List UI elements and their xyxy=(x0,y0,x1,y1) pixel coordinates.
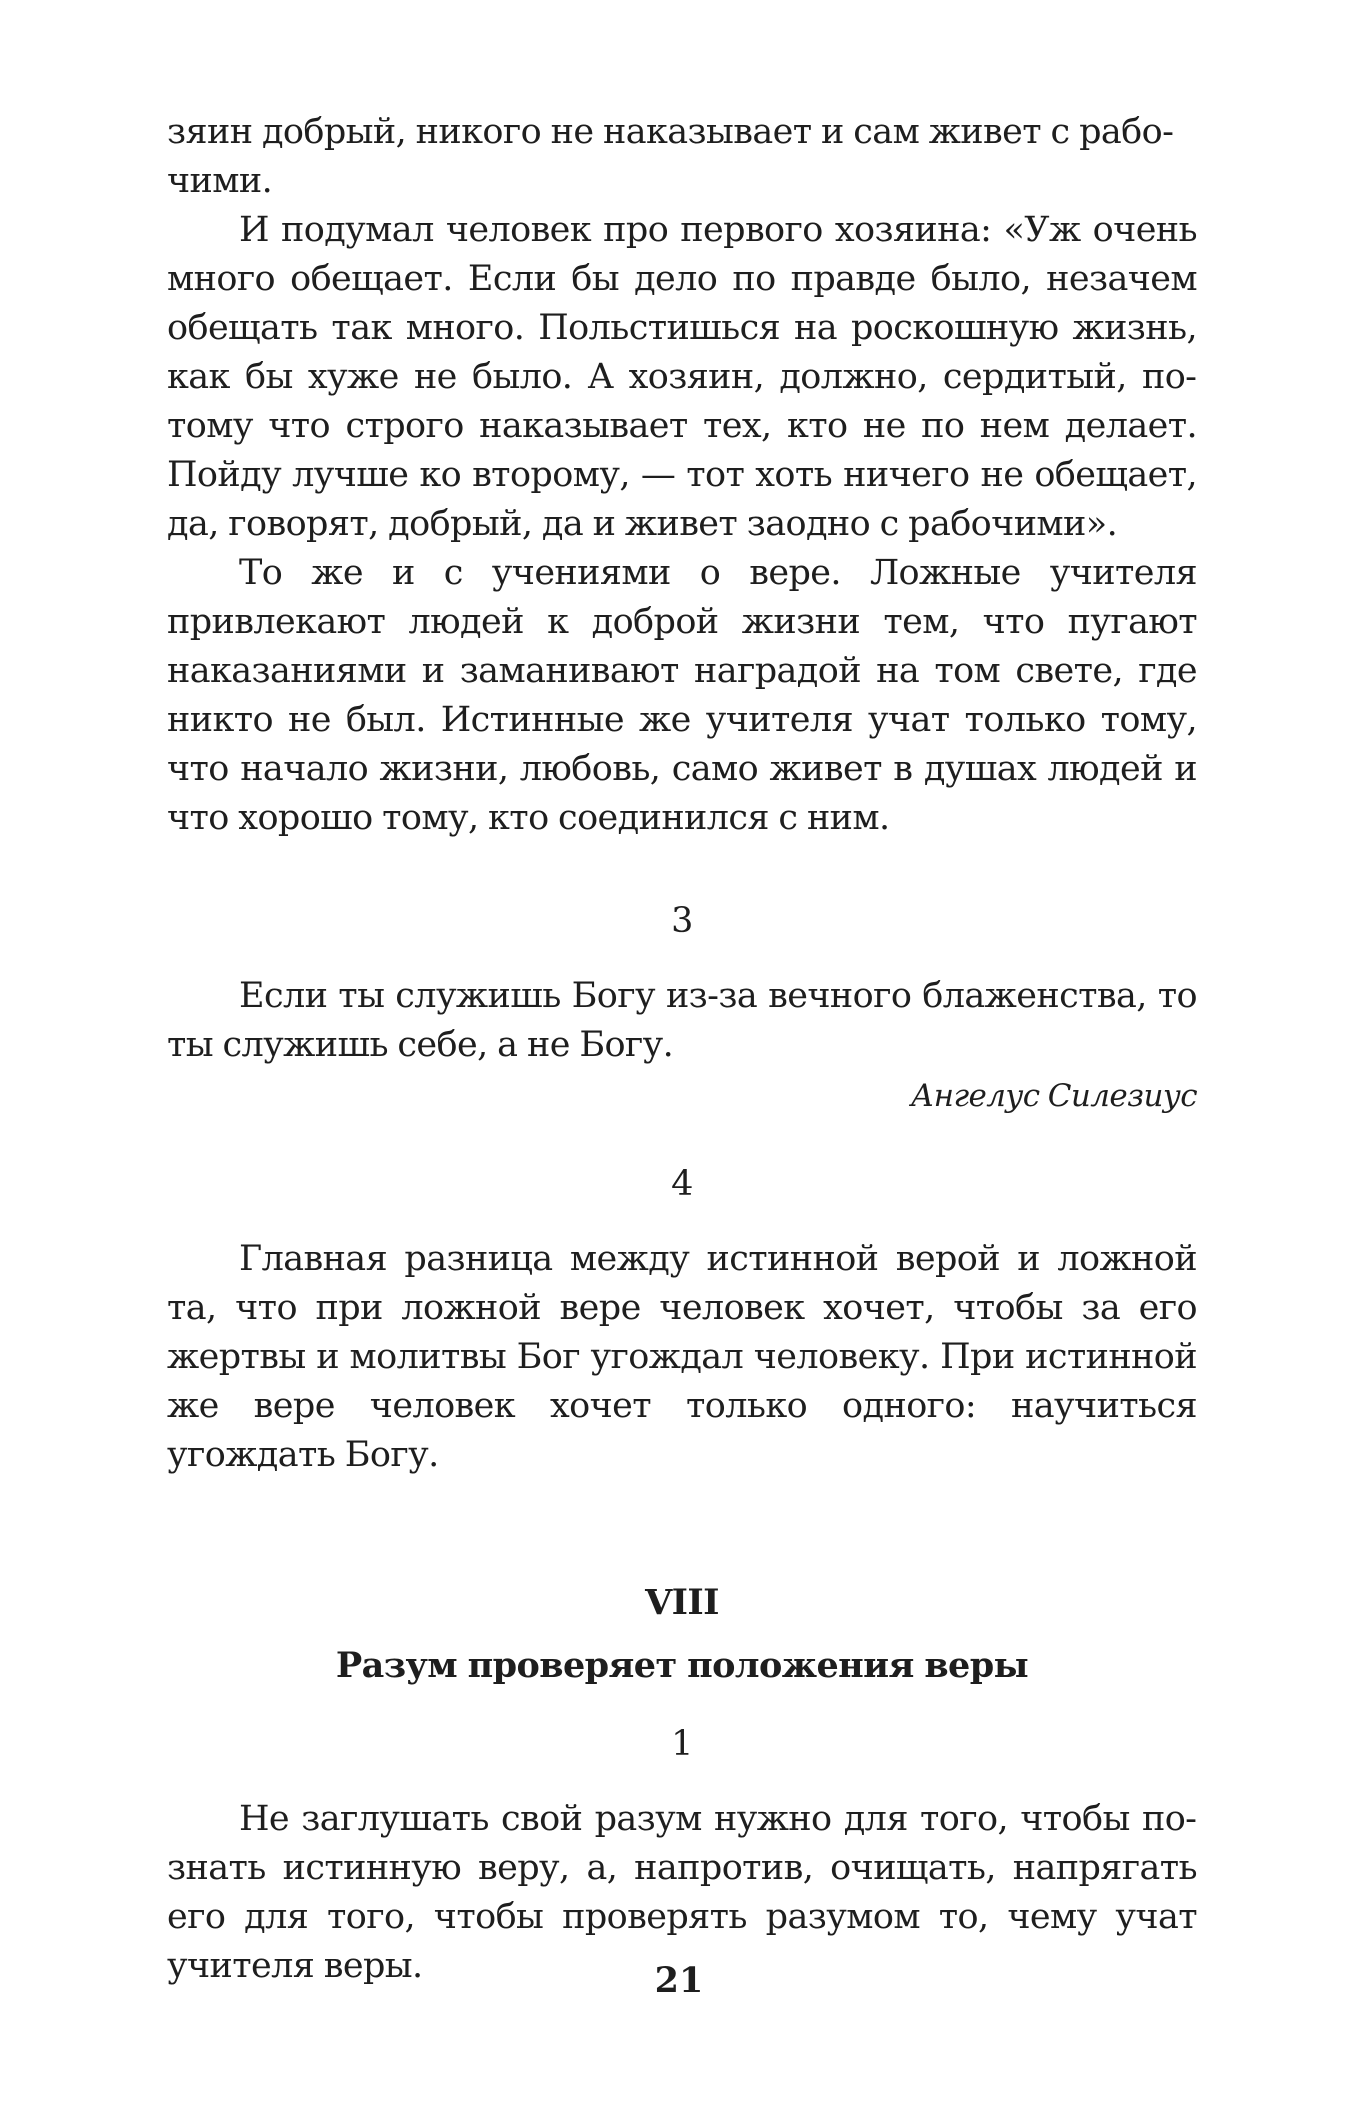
chapter-number: VIII xyxy=(645,1582,719,1623)
section-number-4: 4 xyxy=(671,1164,693,1204)
chapter-section-1-text: Не заглушать свой разум нужно для того, чтобы познать истинную веру, а, напротив, очищать, напрягать его для того, чтобы проверять разумом то, чему учат учителя веры. xyxy=(167,1799,1197,1986)
chapter-title: Разум проверяет положения веры xyxy=(335,1645,1029,1686)
paragraph-teachings: То же и с учениями о вере. Ложные учителя привлекают людей к доброй жизни тем, что пугают наказаниями и заманивают наградой на том свете, где никто не был. Истинные же учителя учат только тому, что начало жизни, любовь, само живет в душах людей и что хорошо тому, кто соединился с ним. xyxy=(167,553,1197,838)
section-4-text: Главная разница между истинной верой и ложной та, что при ложной вере человек хочет, чтобы за его жертвы и молитвы Бог угождал человеку. При истинной же вере человек хочет только одного: научиться угождать Богу. xyxy=(167,1239,1197,1475)
section-3-text: Если ты служишь Богу из-за вечного блаженства, то ты служишь себе, а не Богу. xyxy=(167,976,1197,1065)
page-body xyxy=(167,108,1197,1991)
paragraph-continuation: зяин добрый, никого не наказывает и сам живет с рабо- чими. xyxy=(167,112,1174,201)
chapter-section-number-1: 1 xyxy=(671,1724,693,1764)
page-number: 21 xyxy=(654,1960,704,2001)
section-3-attribution: Ангелус Силезиус xyxy=(910,1078,1197,1114)
section-number-3: 3 xyxy=(671,901,693,941)
paragraph-first-master: И подумал человек про первого хозяина: «Уж очень много обещает. Если бы дело по правде было, незачем обещать так много. Польстишься на роскошную жизнь, как бы хуже не было. А хозяин, должно, сердитый, потому что строго наказывает тех, кто не по нем делает. Пойду лучше ко второму, — тот хоть ничего не обещает, да, говорят, добрый, да и живет заодно с рабочими». xyxy=(167,210,1197,544)
